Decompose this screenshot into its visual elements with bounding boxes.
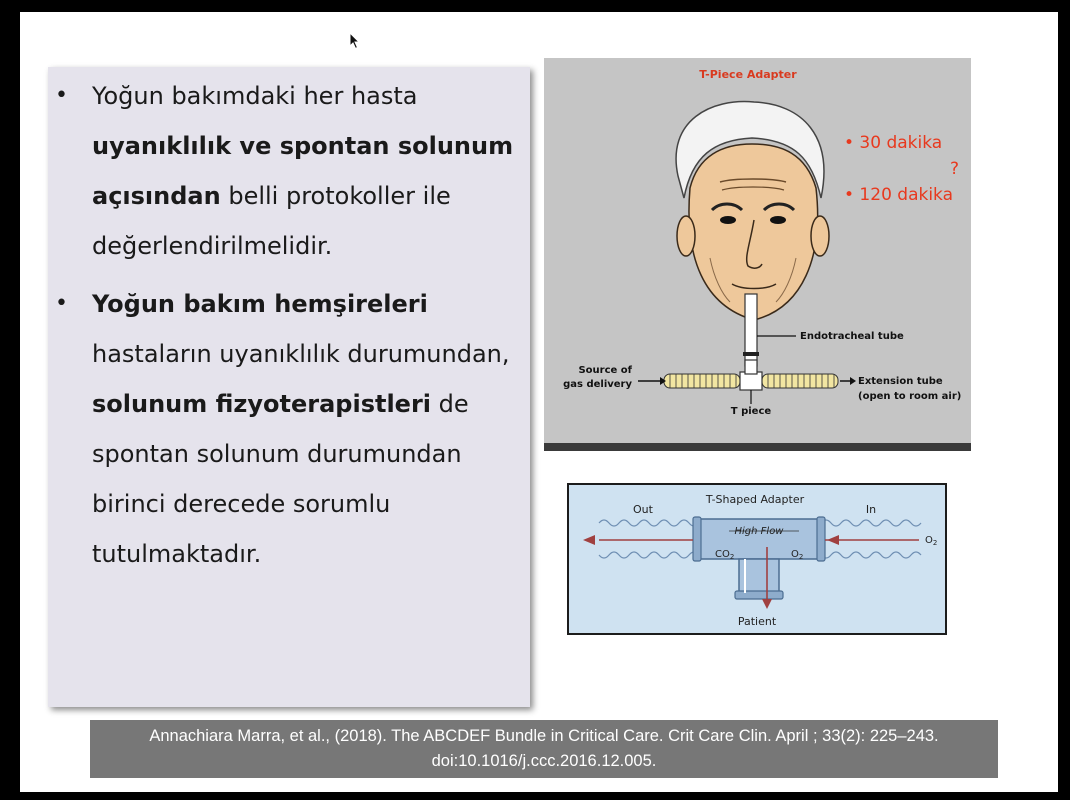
extension-label-1: Extension tube: [858, 376, 943, 387]
bullet-item-2: [92, 279, 516, 579]
fig2-title: T-Shaped Adapter: [705, 493, 805, 506]
citation-box: [90, 720, 998, 778]
t-shaped-adapter-diagram: [569, 485, 945, 633]
bullet-2-bold-b: solunum fizyoterapistleri: [92, 390, 432, 418]
co2-label: $CO_2$: [715, 549, 735, 561]
bullet-list: [48, 67, 530, 579]
out-label: Out: [633, 503, 653, 516]
bullet-2-text-a: hastaların uyanıklılık durumundan,: [92, 340, 510, 368]
citation-line-1: Annachiara Marra, et al., (2018). The ABCDEF Bundle in Critical Care. Crit Care Clin. April ; 33(2): 225–243.: [149, 727, 939, 745]
bullet-item-1: [92, 71, 516, 271]
bullet-text-box: [48, 67, 530, 707]
source-label-2: gas delivery: [563, 379, 632, 390]
slide: [20, 12, 1058, 792]
patient-head-icon: [676, 102, 829, 320]
figure-bottom-strip: [544, 443, 971, 451]
in-label: In: [865, 503, 877, 516]
t-piece-illustration: [544, 58, 971, 451]
source-label-1: Source of: [578, 365, 632, 376]
fig1-title: T-Piece Adapter: [699, 68, 797, 81]
t-piece-adapter-figure: [544, 58, 971, 451]
patient-label: Patient: [737, 615, 777, 628]
o2-inlet-label: $O_2$: [925, 535, 938, 547]
bullet-2-text-b: de spontan solunum durumundan birinci derecede sorumlu tutulmaktadır.: [92, 390, 469, 568]
t-piece-label: T piece: [730, 406, 772, 417]
bullet-1-bold: uyanıklılık ve spontan solunum açısından: [92, 132, 514, 210]
mouse-pointer-icon: [349, 32, 361, 50]
t-shaped-adapter-figure: [567, 483, 947, 635]
high-flow-label: High Flow: [734, 526, 784, 537]
bullet-1-text-a: Yoğun bakımdaki her hasta: [92, 82, 418, 110]
endotracheal-label: Endotracheal tube: [800, 331, 904, 342]
extension-label-2: (open to room air): [858, 391, 962, 402]
bullet-1-text-b: belli protokoller ile değerlendirilmelidir.: [92, 182, 451, 260]
t-piece-connector-icon: [740, 360, 762, 404]
duration-30: • 30 dakika: [844, 133, 943, 153]
o2-label: $O_2$: [791, 549, 804, 561]
duration-120: • 120 dakika: [844, 185, 954, 205]
bullet-2-bold-a: Yoğun bakım hemşireleri: [92, 290, 428, 318]
question-mark: ?: [950, 159, 960, 179]
citation-line-2: doi:10.1016/j.ccc.2016.12.005.: [431, 752, 657, 770]
